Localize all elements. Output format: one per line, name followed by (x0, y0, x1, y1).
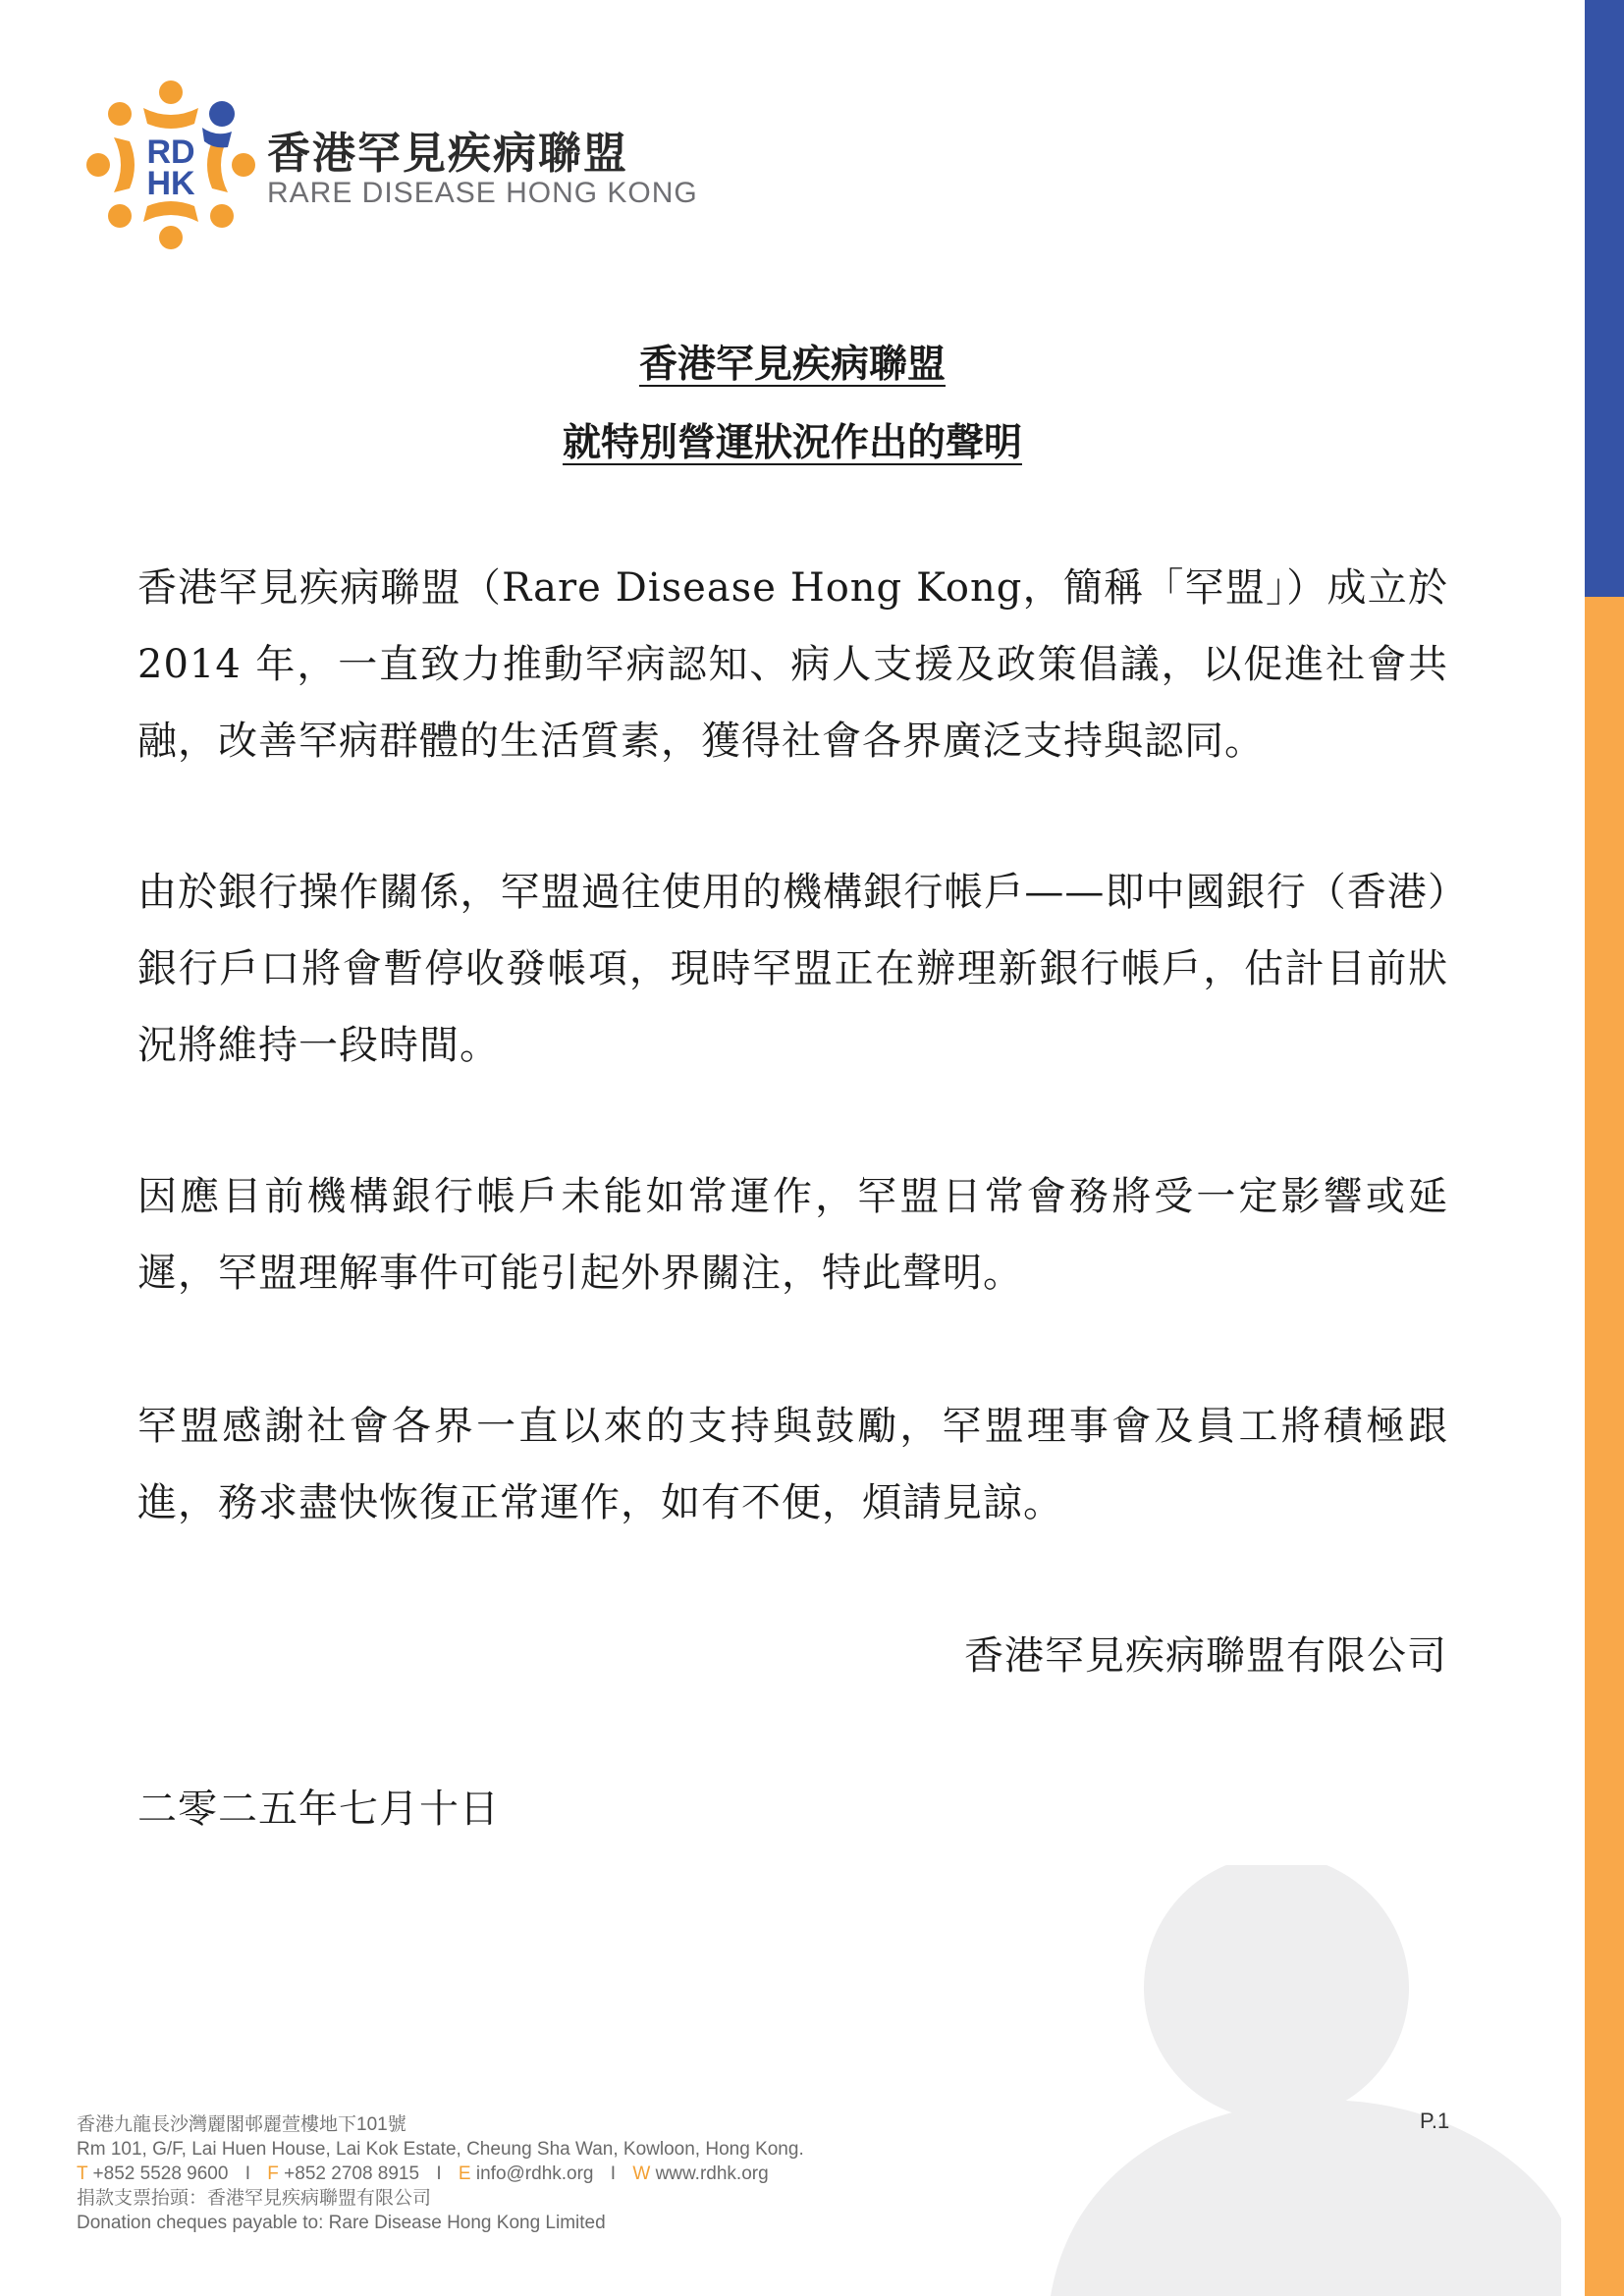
document-title-line1: 香港罕見疾病聯盟 (638, 342, 946, 387)
body-paragraph-1: 香港罕見疾病聯盟（Rare Disease Hong Kong，簡稱「罕盟」）成立於 2014 年，一直致力推動罕病認知、病人支援及政策倡議，以促進社會共融，改善罕病群體的生活質素，獲得社會各界廣泛支持與認同。 (137, 565, 1448, 764)
footer-cheque-chinese: 捐款支票抬頭：香港罕見疾病聯盟有限公司 (77, 2188, 432, 2209)
body-paragraph-3: 因應目前機構銀行帳戶未能如常運作，罕盟日常會務將受一定影響或延遲，罕盟理解事件可能引起外界關注，特此聲明。 (137, 1174, 1448, 1296)
footer-cheque-english: Donation cheques payable to: Rare Disease Hong Kong Limited (77, 2213, 606, 2233)
footer-fax-label: F (267, 2163, 279, 2184)
logo-name-chinese: 香港罕見疾病聯盟 (267, 129, 628, 179)
logo-name-english: RARE DISEASE HONG KONG (267, 177, 698, 209)
footer-email-label: E (458, 2163, 471, 2184)
footer-web-label: W (632, 2163, 651, 2184)
footer-separator: I (610, 2163, 617, 2184)
footer-tel-label: T (77, 2163, 88, 2184)
footer-email-link[interactable]: info@rdhk.org (475, 2163, 594, 2184)
document-title-line2: 就特別營運狀況作出的聲明 (562, 420, 1022, 465)
side-band-orange (1585, 597, 1624, 2296)
side-band-blue (1585, 0, 1624, 597)
document-date: 二零二五年七月十日 (137, 1787, 500, 1832)
footer-web-link[interactable]: www.rdhk.org (655, 2163, 769, 2184)
logo-mark-rd: RD (146, 133, 195, 171)
organization-logo (84, 79, 698, 255)
logo-mark-hk: HK (146, 165, 195, 202)
footer-address-english: Rm 101, G/F, Lai Huen House, Lai Kok Estate, Cheung Sha Wan, Kowloon, Hong Kong. (77, 2139, 804, 2160)
footer-tel: +852 5528 9600 (92, 2163, 229, 2184)
body-paragraph-2: 由於銀行操作關係，罕盟過往使用的機構銀行帳戶——即中國銀行（香港）銀行戶口將會暫停收發帳項，現時罕盟正在辦理新銀行帳戶，估計目前狀況將維持一段時間。 (137, 870, 1448, 1068)
signature-organization: 香港罕見疾病聯盟有限公司 (964, 1633, 1447, 1679)
footer-fax: +852 2708 8915 (284, 2163, 420, 2184)
footer-contact (77, 2112, 804, 2235)
footer-address-chinese: 香港九龍長沙灣麗閣邨麗萱樓地下101號 (77, 2114, 406, 2135)
page-number: P.1 (1420, 2109, 1450, 2133)
body-paragraph-4: 罕盟感謝社會各界一直以來的支持與鼓勵，罕盟理事會及員工將積極跟進，務求盡快恢復正常運作，如有不便，煩請見諒。 (137, 1404, 1448, 1525)
rdhk-logo-icon (84, 79, 257, 251)
footer-separator: I (244, 2163, 250, 2184)
footer-separator: I (436, 2163, 442, 2184)
side-color-band (1585, 0, 1624, 2296)
footer-contact-line (77, 2162, 804, 2186)
person-watermark-icon (1011, 1865, 1591, 2296)
